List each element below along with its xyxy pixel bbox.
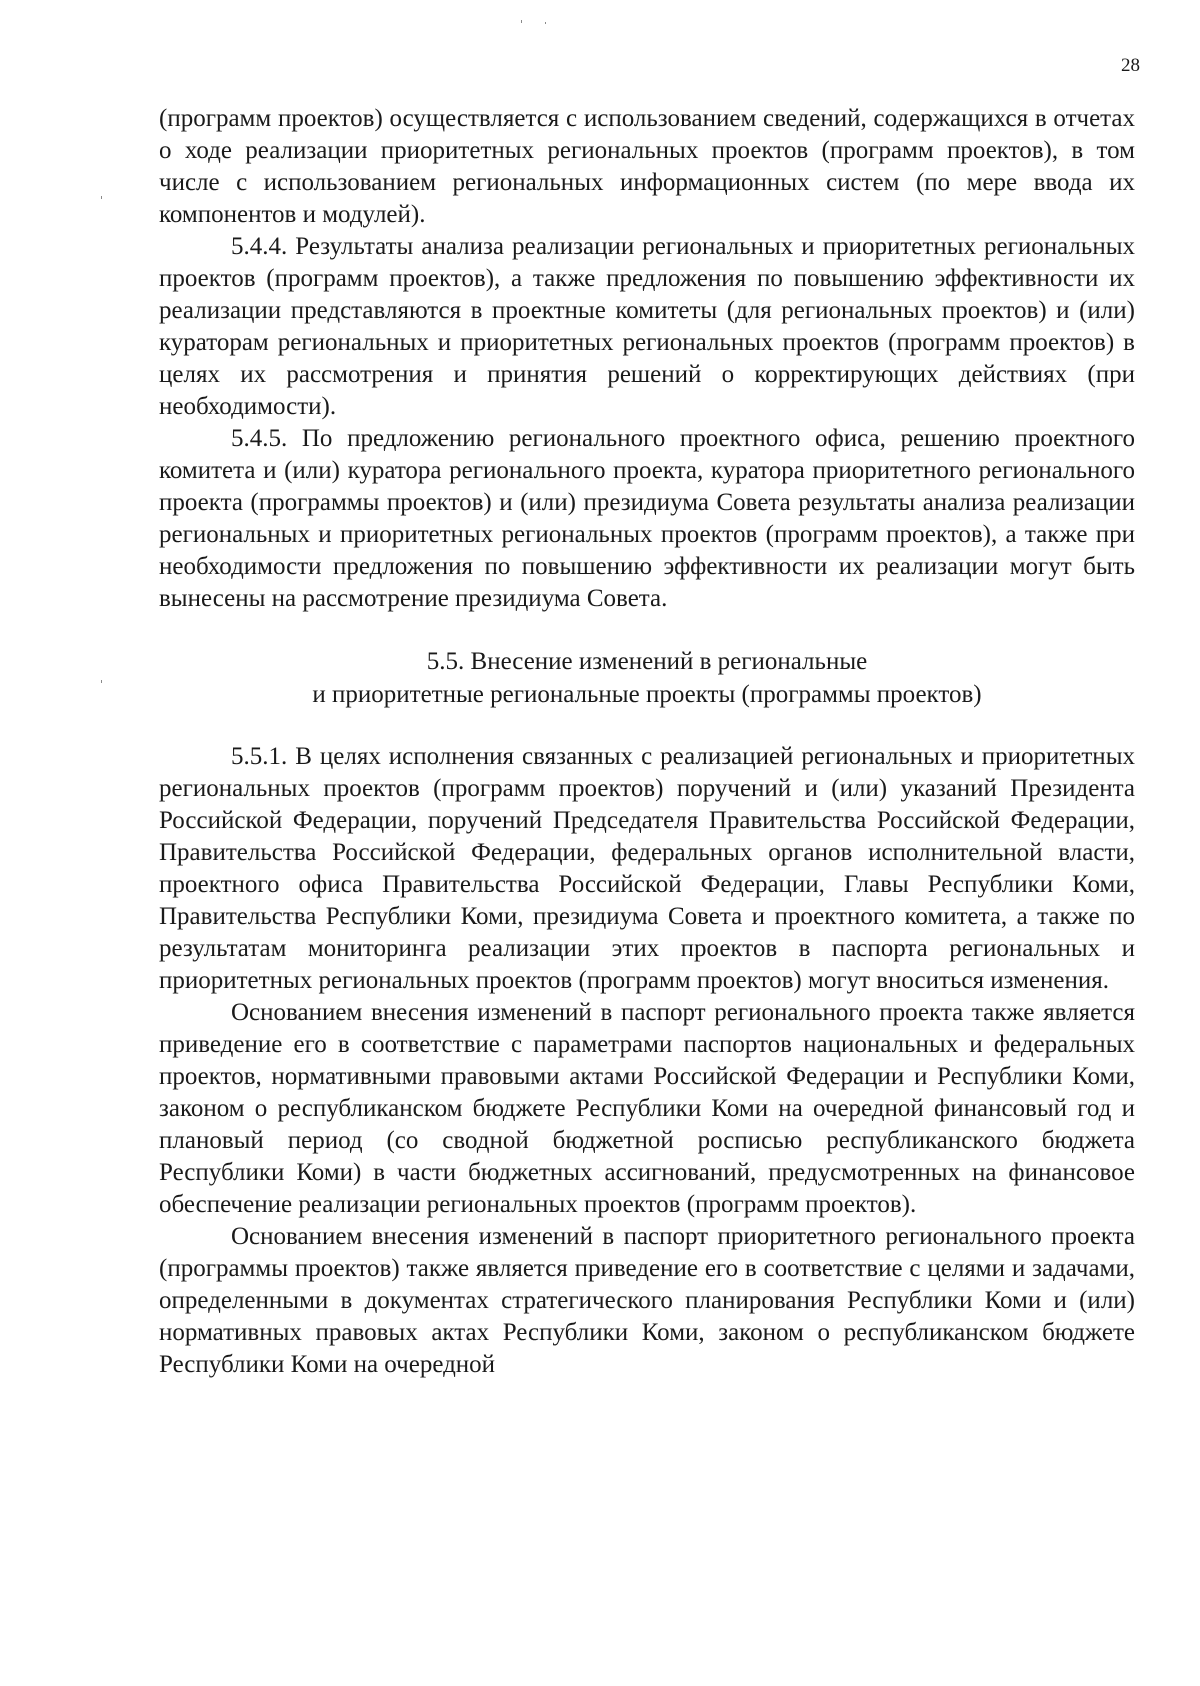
section-heading-5-5 [159, 645, 1135, 711]
section-heading-line-1: 5.5. Внесение изменений в региональные [426, 648, 868, 675]
paragraph-5-4-4: 5.4.4. Результаты анализа реализации региональных и приоритетных региональных проектов (программ проектов), а также предложения по повышению эффективности их реализации представляются в проектные комитеты (для региональных проектов) и (или) кураторам региональных и приоритетных региональных проектов (программ проектов) в целях их рассмотрения и принятия решений о корректирующих действиях (при необходимости). [159, 233, 1135, 420]
paragraph-priority-basis: Основанием внесения изменений в паспорт приоритетного регионального проекта (программы проектов) также является приведение его в соответствие с целями и задачами, определенными в документах стратегического планирования Республики Коми и (или) нормативных правовых актах Республики Коми, законом о республиканском бюджете Республики Коми на очередной [159, 1223, 1135, 1378]
section-heading-line-2: и приоритетные региональные проекты (программы проектов) [312, 681, 982, 708]
scan-speck [521, 20, 522, 23]
scan-speck [101, 680, 102, 683]
scan-speck [545, 22, 546, 24]
page-number: 28 [1121, 55, 1140, 76]
document-body [159, 103, 1135, 1381]
paragraph-5-5-1: 5.5.1. В целях исполнения связанных с реализацией региональных и приоритетных региональных проектов (программ проектов) поручений и (или) указаний Президента Российской Федерации, поручений Председателя Правительства Российской Федерации, Правительства Российской Федерации, федеральных органов исполнительной власти, проектного офиса Правительства Российской Федерации, Главы Республики Коми, Правительства Республики Коми, президиума Совета и проектного комитета, а также по результатам мониторинга реализации этих проектов в паспорта региональных и приоритетных региональных проектов (программ проектов) могут вноситься изменения. [159, 743, 1135, 994]
scan-speck [101, 196, 102, 199]
paragraph-5-4-5: 5.4.5. По предложению регионального проектного офиса, решению проектного комитета и (или) куратора регионального проекта, куратора приоритетного регионального проекта (программы проектов) и (или) президиума Совета результаты анализа реализации региональных и приоритетных региональных проектов (программ проектов), а также при необходимости предложения по повышению эффективности их реализации могут быть вынесены на рассмотрение президиума Совета. [159, 425, 1135, 612]
paragraph-continuation: (программ проектов) осуществляется с использованием сведений, содержащихся в отчетах о ходе реализации приоритетных региональных проектов (программ проектов), в том числе с использованием региональных информационных систем (по мере ввода их компонентов и модулей). [159, 105, 1135, 228]
paragraph-regional-basis: Основанием внесения изменений в паспорт регионального проекта также является приведение его в соответствие с параметрами паспортов национальных и федеральных проектов, нормативными правовыми актами Российской Федерации и Республики Коми, законом о республиканском бюджете Республики Коми на очередной финансовый год и плановый период (со сводной бюджетной росписью республиканского бюджета Республики Коми) в части бюджетных ассигнований, предусмотренных на финансовое обеспечение реализации региональных проектов (программ проектов). [159, 999, 1135, 1218]
